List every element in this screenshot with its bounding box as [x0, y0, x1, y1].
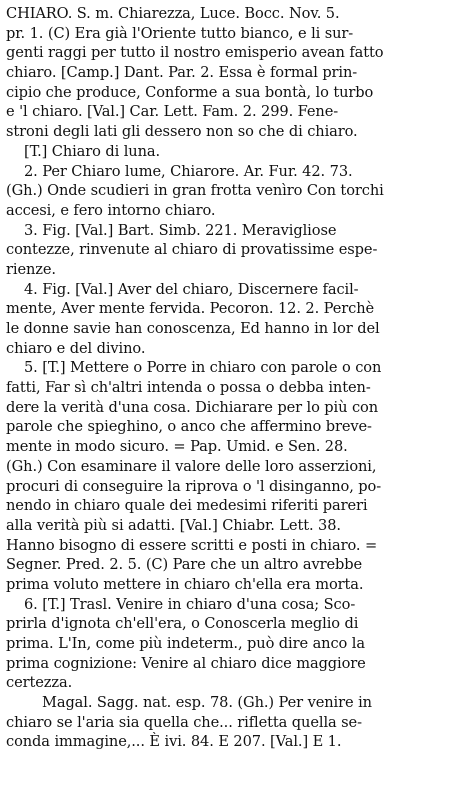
text-line: Magal. Sagg. nat. esp. 78. (Gh.) Per venire in [42, 694, 372, 712]
text-line: prima. L'In, come più indeterm., può dire anco la [6, 635, 365, 652]
text-line: 6. [T.] Trasl. Venire in chiaro d'una cosa; Sco- [24, 595, 356, 613]
text-line: conda immagine,... È ivi. 84. E 207. [Val.] E 1. [6, 733, 342, 751]
text-line: dere la verità d'una cosa. Dichiarare per lo più con [6, 398, 379, 416]
text-line: CHIARO. S. m. Chiarezza, Luce. Bocc. Nov. 5. [6, 5, 340, 22]
text-line: cipio che produce, Conforme a sua bontà, lo turbo [6, 83, 374, 101]
text-line: parole che spieghino, o anco che affermino breve- [6, 418, 372, 436]
text-line: pr. 1. (C) Era già l'Oriente tutto bianco, e li sur- [6, 24, 354, 42]
text-line: 5. [T.] Mettere o Porre in chiaro con parole o con [24, 359, 382, 377]
text-line: 3. Fig. [Val.] Bart. Simb. 221. Meravigliose [24, 221, 337, 239]
text-line: (Gh.) Onde scudieri in gran frotta venìro Con torchi [6, 182, 384, 200]
text-line: certezza. [6, 674, 73, 692]
text-line: [T.] Chiaro di luna. [24, 142, 161, 160]
text-line: Hanno bisogno di essere scritti e posti in chiaro. = [6, 536, 378, 554]
text-line: fatti, Far sì ch'altri intenda o possa o debba inten- [6, 379, 371, 397]
text-line: (Gh.) Con esaminare il valore delle loro asserzioni, [6, 457, 377, 475]
text-line: procuri di conseguire la riprova o 'l disinganno, po- [6, 477, 382, 495]
text-line: mente, Aver mente fervida. Pecoron. 12. 2. Perchè [6, 300, 375, 318]
text-line: prima cognizione: Venire al chiaro dice maggiore [6, 654, 366, 672]
text-line: le donne savie han conoscenza, Ed hanno in lor del [6, 320, 380, 337]
text-line: chiaro e del divino. [6, 339, 146, 357]
text-line: nendo in chiaro quale dei medesimi riferiti pareri [6, 497, 368, 515]
text-line: prima voluto mettere in chiaro ch'ella era morta. [6, 575, 364, 593]
text-line: accesi, e fero intorno chiaro. [6, 201, 216, 219]
text-line: chiaro. [Camp.] Dant. Par. 2. Essa è formal prin- [6, 64, 358, 82]
text-line: genti raggi per tutto il nostro emisperio avean fatto [6, 44, 384, 62]
text-line: e 'l chiaro. [Val.] Car. Lett. Fam. 2. 299. Fene- [6, 103, 339, 121]
text-line: stroni degli lati gli dessero non so che di chiaro. [6, 123, 358, 141]
text-line: alla verità più si adatti. [Val.] Chiabr. Lett. 38. [6, 516, 341, 534]
text-line: Segner. Pred. 2. 5. (C) Pare che un altro avrebbe [6, 556, 363, 574]
dictionary-entry-chiaro [6, 4, 468, 752]
text-line: prirla d'ignota ch'ell'era, o Conoscerla meglio di [6, 615, 359, 633]
text-line: contezze, rinvenute al chiaro di provatissime espe- [6, 241, 378, 259]
text-line: mente in modo sicuro. = Pap. Umid. e Sen. 28. [6, 438, 348, 456]
text-line: 2. Per Chiaro lume, Chiarore. Ar. Fur. 42. 73. [24, 162, 353, 180]
text-line: 4. Fig. [Val.] Aver del chiaro, Discernere facil- [24, 280, 359, 298]
text-line: rienze. [6, 260, 56, 278]
text-line: chiaro se l'aria sia quella che... rifletta quella se- [6, 713, 362, 731]
